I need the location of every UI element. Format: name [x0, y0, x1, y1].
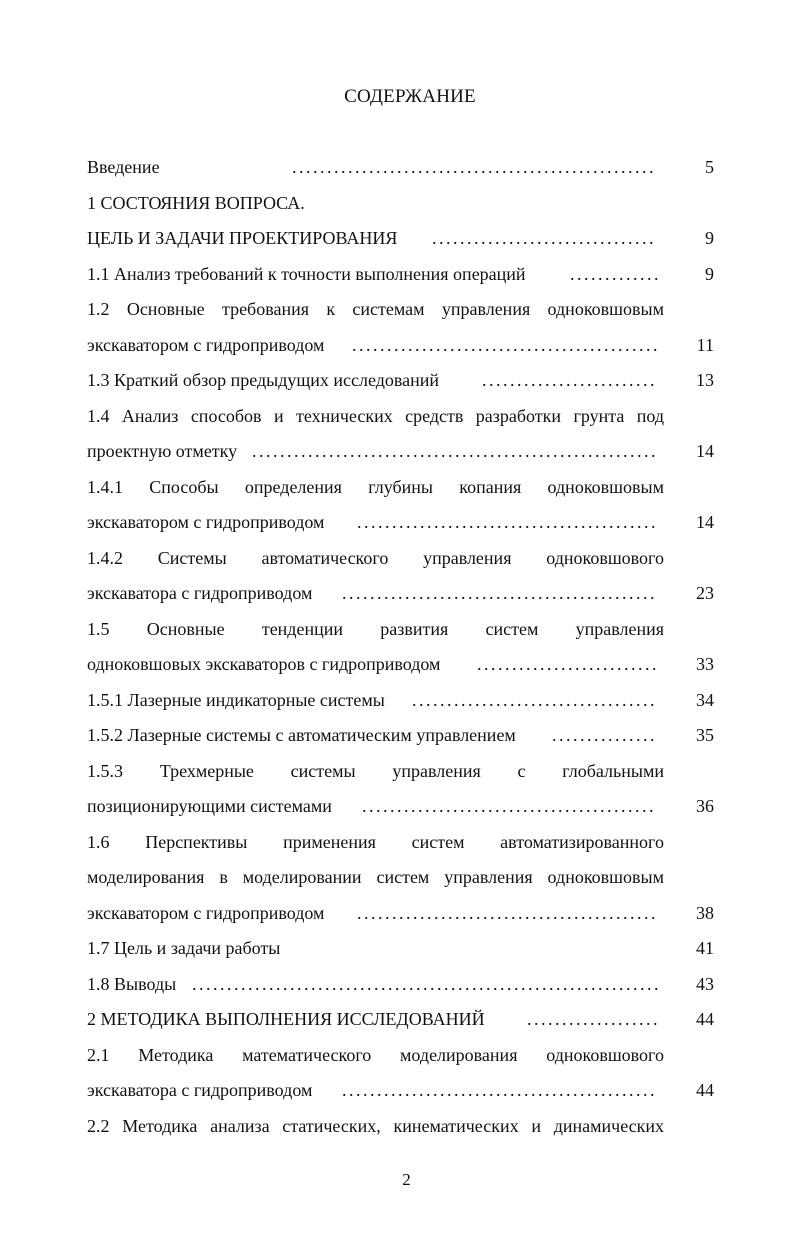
- leader-dots: ...................: [527, 1009, 660, 1029]
- leader-dots: ...........................................: [357, 902, 658, 923]
- toc-page-number: 38: [696, 902, 714, 923]
- toc-entry-text: 2.2 Методика анализа статических, кинематических и динамических: [87, 1115, 664, 1136]
- toc-line: [87, 860, 732, 896]
- leader-dots: ...............: [552, 725, 657, 745]
- toc-line: [87, 647, 732, 683]
- toc-page-number: 11: [696, 334, 714, 355]
- toc-entry-text: 1.6 Перспективы применения систем автоматизированного: [87, 831, 664, 852]
- leader-dots: ....................................................: [292, 157, 656, 177]
- toc-entry-text: экскаватора с гидроприводом: [87, 1080, 313, 1100]
- toc-entry-text: 1.7 Цель и задачи работы: [87, 938, 281, 958]
- toc-page-number: 44: [696, 1080, 714, 1100]
- toc-line: [87, 186, 732, 222]
- toc-entry-text: одноковшовых экскаваторов с гидроприводом: [87, 654, 441, 674]
- toc-line: [87, 718, 732, 754]
- toc-entry-text: экскаватором с гидроприводом: [87, 902, 325, 923]
- toc-line: [87, 754, 732, 790]
- toc-entry-text: 1.5.1 Лазерные индикаторные системы: [87, 689, 385, 710]
- toc-line: [87, 505, 732, 541]
- toc-line: [87, 1109, 732, 1145]
- leader-dots: .............: [570, 263, 661, 284]
- toc-entry-text: экскаватором с гидроприводом: [87, 512, 325, 532]
- toc-line: [87, 1002, 732, 1038]
- leader-dots: ...........................................: [357, 512, 658, 532]
- toc-line: [87, 789, 732, 825]
- leader-dots: ...................................................................: [192, 973, 661, 994]
- toc-entry-text: 1.8 Выводы: [87, 973, 177, 994]
- toc-entry-text: экскаватором с гидроприводом: [87, 334, 325, 355]
- page-title: СОДЕРЖАНИЕ: [344, 86, 476, 107]
- toc-page-number: 5: [705, 157, 714, 177]
- toc-line: [87, 399, 732, 435]
- leader-dots: ..........................................................: [252, 441, 658, 461]
- leader-dots: .............................................: [342, 583, 657, 603]
- toc-line: [87, 967, 732, 1003]
- toc-line: [87, 683, 732, 719]
- toc-entry-text: 1.3 Краткий обзор предыдущих исследований: [87, 370, 440, 390]
- toc-line: [87, 896, 732, 932]
- page-number: 2: [402, 1170, 411, 1189]
- toc-entry-text: 1.1 Анализ требований к точности выполнения операций: [87, 263, 526, 284]
- leader-dots: ................................: [432, 228, 656, 248]
- toc-page-number: 14: [696, 512, 714, 532]
- toc-line: [87, 363, 732, 399]
- toc-entry-text: моделирования в моделировании систем управления одноковшовым: [87, 867, 664, 887]
- leader-dots: ..........................................: [362, 796, 656, 816]
- toc-page-number: 43: [696, 973, 714, 994]
- toc-page-number: 36: [696, 796, 714, 816]
- toc-entry-text: 2.1 Методика математического моделирования одноковшового: [87, 1044, 664, 1065]
- toc-page-number: 41: [696, 938, 714, 958]
- toc-entry-text: 1.4.1 Способы определения глубины копания одноковшовым: [87, 476, 664, 497]
- toc-line: [87, 150, 732, 186]
- leader-dots: ...................................: [412, 689, 657, 710]
- toc-entry-text: 1.5 Основные тенденции развития систем управления: [87, 618, 664, 639]
- toc-line: [87, 221, 732, 257]
- toc-page-number: 13: [696, 370, 714, 390]
- toc-entry-text: 1.5.3 Трехмерные системы управления с глобальными: [87, 760, 664, 781]
- table-of-contents: [87, 150, 732, 1144]
- toc-line: [87, 931, 732, 967]
- toc-entry-text: экскаватора с гидроприводом: [87, 583, 313, 603]
- toc-page-number: 9: [705, 263, 714, 284]
- toc-page-number: 9: [705, 228, 714, 248]
- toc-line: [87, 1073, 732, 1109]
- toc-page-number: 33: [696, 654, 714, 674]
- toc-entry-text: проектную отметку: [87, 441, 238, 461]
- toc-line: [87, 825, 732, 861]
- toc-line: [87, 434, 732, 470]
- leader-dots: .........................: [482, 370, 657, 390]
- toc-entry-text: 1 СОСТОЯНИЯ ВОПРОСА.: [87, 192, 305, 213]
- toc-line: [87, 1038, 732, 1074]
- toc-line: [87, 292, 732, 328]
- toc-line: [87, 257, 732, 293]
- toc-line: [87, 328, 732, 364]
- toc-entry-text: позиционирующими системами: [87, 796, 332, 816]
- leader-dots: .............................................: [342, 1080, 657, 1100]
- toc-entry-text: 2 МЕТОДИКА ВЫПОЛНЕНИЯ ИССЛЕДОВАНИЙ: [87, 1009, 485, 1029]
- toc-page-number: 14: [696, 441, 714, 461]
- toc-page-number: 44: [696, 1009, 714, 1029]
- toc-entry-text: ЦЕЛЬ И ЗАДАЧИ ПРОЕКТИРОВАНИЯ: [87, 228, 398, 248]
- toc-line: [87, 470, 732, 506]
- toc-page-number: 23: [696, 583, 714, 603]
- toc-line: [87, 612, 732, 648]
- toc-entry-text: 1.5.2 Лазерные системы с автоматическим управлением: [87, 725, 516, 745]
- leader-dots: ..........................: [477, 654, 659, 674]
- toc-entry-text: 1.4.2 Системы автоматического управления одноковшового: [87, 547, 664, 568]
- toc-line: [87, 576, 732, 612]
- toc-line: [87, 541, 732, 577]
- toc-page-number: 34: [696, 689, 714, 710]
- toc-entry-text: 1.2 Основные требования к системам управления одноковшовым: [87, 299, 664, 319]
- toc-entry-text: 1.4 Анализ способов и технических средств разработки грунта под: [87, 405, 664, 426]
- toc-page-number: 35: [696, 725, 714, 745]
- leader-dots: ............................................: [352, 334, 660, 355]
- toc-entry-text: Введение: [87, 157, 160, 177]
